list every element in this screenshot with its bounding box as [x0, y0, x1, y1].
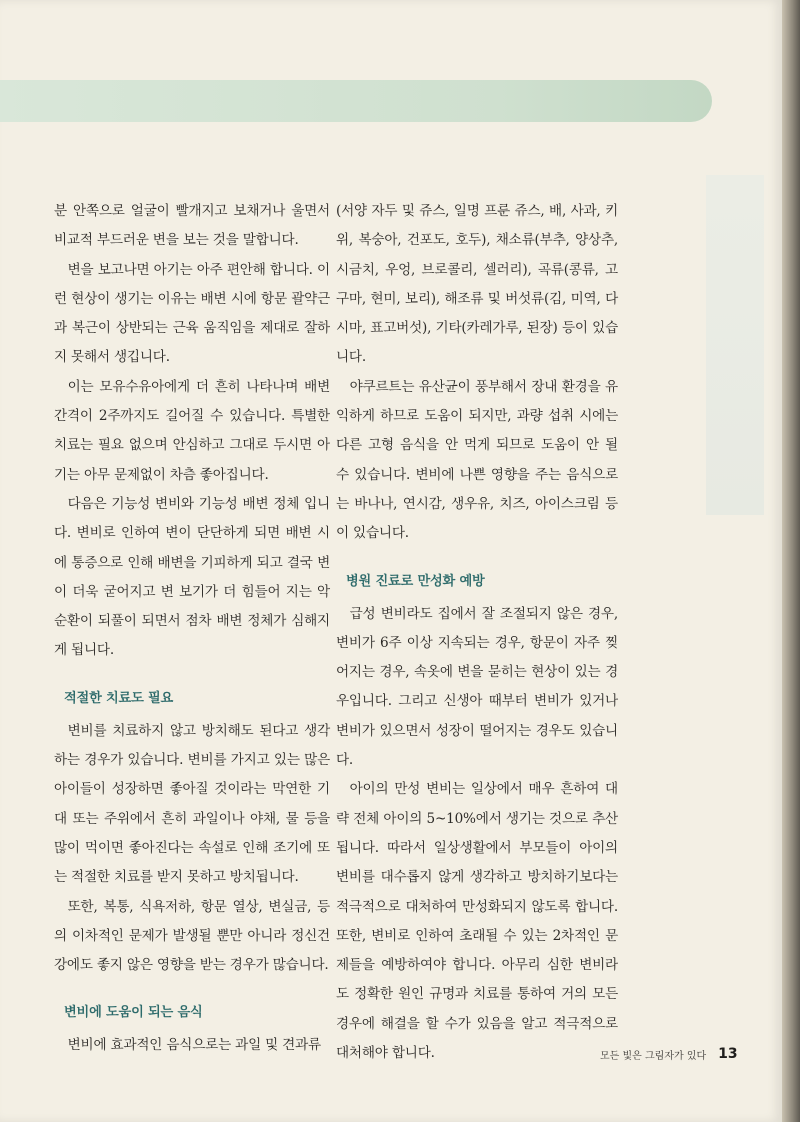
paragraph: 다음은 기능성 변비와 기능성 배변 정체 입니다. 변비로 인하여 변이 단단하게 되면 배변 시에 통증으로 인해 배변을 기피하게 되고 결국 변이 더욱 굳어지고 변 보기가 더 힘들어 지는 악순환이 되풀이 되면서 점차 배변 정체가 심해지게 됩니다. [54, 495, 330, 659]
paragraph: 또한, 복통, 식욕저하, 항문 열상, 변실금, 등의 이차적인 문제가 발생될 뿐만 아니라 정신건강에도 좋지 않은 영향을 받는 경우가 많습니다. [54, 898, 330, 974]
paragraph: 야쿠르트는 유산균이 풍부해서 장내 환경을 유익하게 하므로 도움이 되지만, 과량 섭취 시에는 다른 고형 음식을 안 먹게 되므로 도움이 안 될 수 있습니다. 변비에 나쁜 영향을 주는 음식으로는 바나나, 연시감, 생우유, 치즈, 아이스크림 등이 있습니다. [336, 378, 618, 542]
paragraph: 이는 모유수유아에게 더 흔히 나타나며 배변 간격이 2주까지도 길어질 수 있습니다. 특별한 치료는 필요 없으며 안심하고 그대로 두시면 아기는 아무 문제없이 차츰 좋아집니다. [54, 378, 330, 483]
paragraph: 변을 보고나면 아기는 아주 편안해 합니다. 이런 현상이 생기는 이유는 배변 시에 항문 괄약근과 복근이 상반되는 근육 움직임을 제대로 잘하지 못해서 생깁니다. [54, 261, 330, 366]
running-title: 모든 빛은 그림자가 있다 [600, 1050, 707, 1062]
paragraph: (서양 자두 및 쥬스, 일명 프룬 쥬스, 배, 사과, 키위, 복숭아, 건포도, 호두), 채소류(부추, 양상추, 시금치, 우엉, 브로콜리, 셀러리), 곡류(콩류, 고구마, 현미, 보리), 해조류 및 버섯류(김, 미역, 다시마, 표고버섯), 기타(카레가루, 된장) 등이 있습니다. [336, 203, 618, 366]
paragraph: 아이의 만성 변비는 일상에서 매우 흔하여 대략 전체 아이의 5~10%에서 생기는 것으로 추산됩니다. 따라서 일상생활에서 부모들이 아이의 변비를 대수롭지 않게 생각하고 방치하기보다는 적극적으로 대처하여 만성화되지 않도록 합니다. 또한, 변비로 인하여 초래될 수 있는 2차적인 문제들을 예방하여야 합니다. 아무리 심한 변비라도 정확한 원인 규명과 치료를 통하여 거의 모든 경우에 해결을 할 수가 있음을 알고 적극적으로 대처해야 합니다. [336, 781, 618, 1062]
adjacent-page-bleed [706, 175, 764, 515]
paragraph: 변비에 효과적인 음식으로는 과일 및 견과류 [67, 1037, 321, 1054]
header-banner [0, 80, 712, 122]
left-column [54, 197, 330, 1061]
section-heading: 변비에 도움이 되는 음식 [64, 1005, 203, 1021]
paragraph: 급성 변비라도 집에서 잘 조절되지 않은 경우, 변비가 6주 이상 지속되는 경우, 항문이 자주 찢어지는 경우, 속옷에 변을 묻히는 현상이 있는 경우입니다. 그리고 신생아 때부터 변비가 있거나 변비가 있으면서 성장이 떨어지는 경우도 있습니다. [336, 605, 618, 769]
right-column [336, 197, 618, 1068]
section-heading: 병원 진료로 만성화 예방 [346, 573, 485, 589]
paragraph: 변비를 치료하지 않고 방치해도 된다고 생각하는 경우가 있습니다. 변비를 가지고 있는 많은 아이들이 성장하면 좋아질 것이라는 막연한 기대 또는 주위에서 흔히 과일이나 야채, 물 등을 많이 먹이면 좋아진다는 속설로 인해 조기에 또는 적절한 치료를 받지 못하고 방치됩니다. [54, 722, 330, 886]
paragraph: 분 안쪽으로 얼굴이 빨개지고 보채거나 울면서 비교적 부드러운 변을 보는 것을 말합니다. [54, 203, 330, 249]
section-heading: 적절한 치료도 필요 [64, 690, 174, 706]
book-spine-shadow [782, 0, 800, 1122]
page-number: 13 [718, 1046, 738, 1062]
page-footer [600, 1046, 738, 1062]
